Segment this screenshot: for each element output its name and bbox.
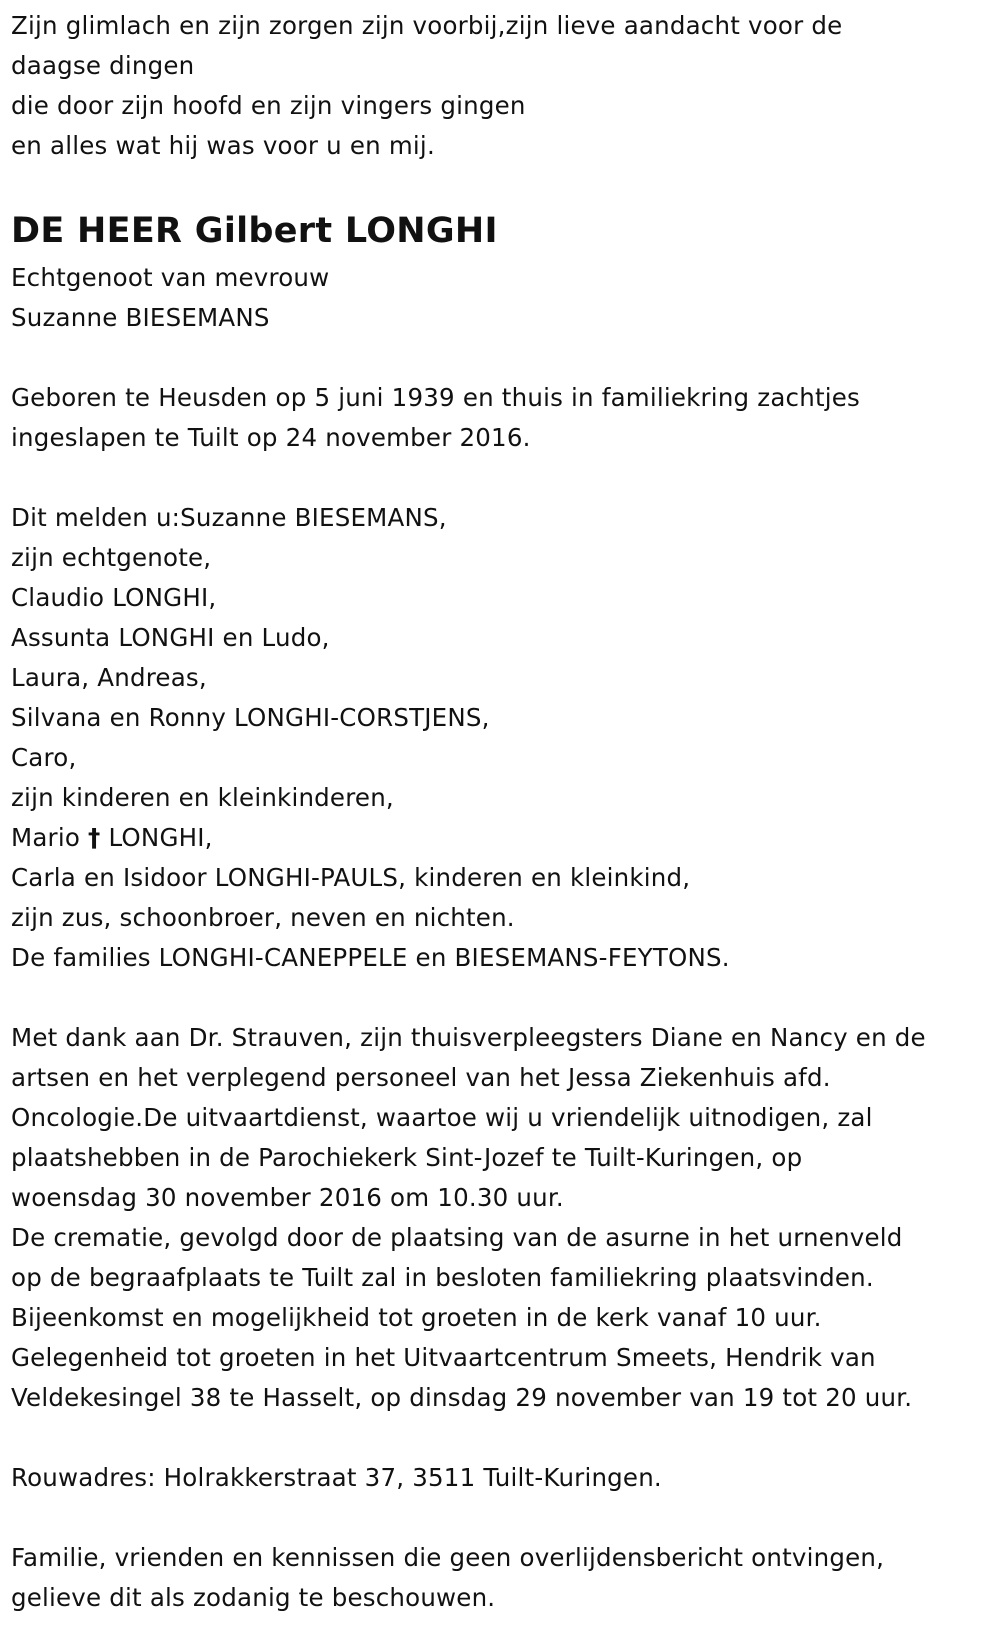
spouse-line: Suzanne BIESEMANS: [11, 303, 270, 332]
family-line: Laura, Andreas,: [11, 663, 207, 692]
family-line: zijn zus, schoonbroer, neven en nichten.: [11, 903, 515, 932]
family-line: Assunta LONGHI en Ludo,: [11, 623, 330, 652]
obituary-document: [11, 6, 991, 1618]
thanks-line: op de begraafplaats te Tuilt zal in besloten familiekring plaatsvinden.: [11, 1263, 874, 1292]
birth-death-line: Geboren te Heusden op 5 juni 1939 en thuis in familiekring zachtjes: [11, 383, 861, 412]
thanks-line: Oncologie.De uitvaartdienst, waartoe wij u vriendelijk uitnodigen, zal: [11, 1103, 873, 1132]
family-line: De families LONGHI-CANEPPELE en BIESEMANS-FEYTONS.: [11, 943, 730, 972]
poem-section: [11, 6, 991, 166]
poem-line: Zijn glimlach en zijn zorgen zijn voorbij,zijn lieve aandacht voor de: [11, 11, 843, 40]
birth-death-line: ingeslapen te Tuilt op 24 november 2016.: [11, 423, 531, 452]
closing-line: gelieve dit als zodanig te beschouwen.: [11, 1583, 496, 1612]
spouse-section: [11, 258, 991, 338]
family-section: [11, 498, 991, 978]
family-line: Dit melden u:Suzanne BIESEMANS,: [11, 503, 447, 532]
family-line: Claudio LONGHI,: [11, 583, 217, 612]
family-line: Caro,: [11, 743, 77, 772]
poem-line: daagse dingen: [11, 51, 195, 80]
thanks-line: artsen en het verplegend personeel van het Jessa Ziekenhuis afd.: [11, 1063, 831, 1092]
thanks-line: Bijeenkomst en mogelijkheid tot groeten in de kerk vanaf 10 uur.: [11, 1303, 822, 1332]
thanks-line: Gelegenheid tot groeten in het Uitvaartcentrum Smeets, Hendrik van: [11, 1343, 876, 1372]
paragraph-gap: [11, 1498, 991, 1538]
spouse-line: Echtgenoot van mevrouw: [11, 263, 330, 292]
paragraph-gap: [11, 338, 991, 378]
family-line: Carla en Isidoor LONGHI-PAULS, kinderen en kleinkind,: [11, 863, 691, 892]
mario-suffix: LONGHI,: [100, 823, 213, 852]
family-line-deceased-mario: [11, 818, 991, 858]
mourning-address: Rouwadres: Holrakkerstraat 37, 3511 Tuilt-Kuringen.: [11, 1463, 662, 1492]
paragraph-gap: [11, 1418, 991, 1458]
closing-line: Familie, vrienden en kennissen die geen overlijdensbericht ontvingen,: [11, 1543, 885, 1572]
thanks-line: De crematie, gevolgd door de plaatsing van de asurne in het urnenveld: [11, 1223, 903, 1252]
cross-icon: †: [88, 823, 101, 852]
thanks-line: Veldekesingel 38 te Hasselt, op dinsdag 29 november van 19 tot 20 uur.: [11, 1383, 913, 1412]
mario-prefix: Mario: [11, 823, 89, 852]
paragraph-gap: [11, 458, 991, 498]
birth-death-section: [11, 378, 991, 458]
closing-section: [11, 1538, 991, 1618]
thanks-line: Met dank aan Dr. Strauven, zijn thuisverpleegsters Diane en Nancy en de: [11, 1023, 926, 1052]
thanks-line: plaatshebben in de Parochiekerk Sint-Jozef te Tuilt-Kuringen, op: [11, 1143, 803, 1172]
thanks-funeral-section: [11, 1018, 991, 1418]
family-line: zijn kinderen en kleinkinderen,: [11, 783, 394, 812]
family-line: Silvana en Ronny LONGHI-CORSTJENS,: [11, 703, 490, 732]
family-line: zijn echtgenote,: [11, 543, 212, 572]
poem-line: en alles wat hij was voor u en mij.: [11, 131, 435, 160]
thanks-line: woensdag 30 november 2016 om 10.30 uur.: [11, 1183, 564, 1212]
deceased-name-heading: DE HEER Gilbert LONGHI: [11, 211, 498, 251]
poem-line: die door zijn hoofd en zijn vingers gingen: [11, 91, 526, 120]
paragraph-gap: [11, 978, 991, 1018]
